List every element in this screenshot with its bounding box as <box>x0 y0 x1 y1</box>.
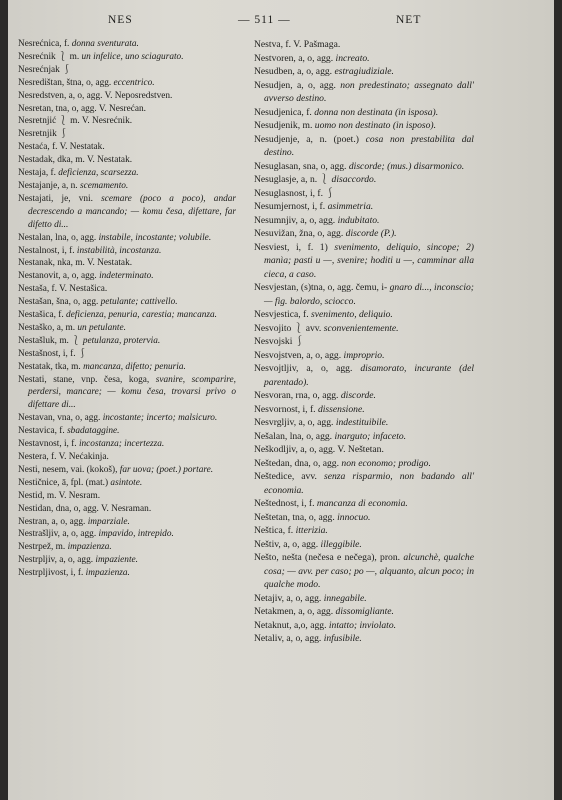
dictionary-entry <box>18 374 236 413</box>
entry-gloss: instabile, incostante; volubile. <box>98 232 212 243</box>
dictionary-entry <box>254 524 474 538</box>
entry-headword: Nesuglasan, sna, o, agg. <box>254 160 347 172</box>
dictionary-entry <box>18 167 236 180</box>
dictionary-entry <box>18 180 236 193</box>
left-column <box>18 38 236 580</box>
entry-headword: Nestalan, lna, o, agg. <box>18 232 97 243</box>
dictionary-entry <box>254 632 474 646</box>
dictionary-entry <box>254 538 474 552</box>
entry-gloss: dissomigliante. <box>335 606 394 617</box>
entry-gloss: petulante; cattivello. <box>100 297 178 308</box>
dictionary-entry <box>18 64 236 77</box>
entry-headword: Nesudben, a, o, agg. <box>254 66 333 77</box>
entry-gloss: estragiudiziale. <box>334 66 394 77</box>
entry-gloss: infusibile. <box>323 633 362 644</box>
entry-headword: Nesvrgljiv, a, o, agg. <box>254 417 334 428</box>
entry-headword: Nešto, nešta (nečesa e nečega), pron. <box>254 552 401 563</box>
entry-headword: Nestašica, f. <box>18 310 64 321</box>
entry-gloss: indubitato. <box>337 214 380 226</box>
entry-gloss: non predestinato; assegnato dall' avverso destino. <box>264 79 474 104</box>
dictionary-entry <box>254 241 474 282</box>
entry-gloss: intatto; inviolato. <box>328 619 397 631</box>
dictionary-entry <box>254 322 474 336</box>
entry-headword: Nestadak, dka, m. V. Nestatak. <box>18 155 133 166</box>
entry-gloss: illeggibile. <box>320 538 362 550</box>
dictionary-entry <box>254 349 474 363</box>
entry-headword: Nesretnjik ⎰ <box>18 129 69 140</box>
entry-headword: Nesvojski ⎰ <box>254 336 305 347</box>
dictionary-entry <box>254 470 474 497</box>
entry-headword: Nestavnost, i, f. <box>18 439 77 450</box>
dictionary-entry <box>18 412 236 425</box>
entry-headword: Neštedice, avv. <box>254 471 317 482</box>
entry-gloss: indestituibile. <box>335 417 389 428</box>
entry-headword: Nestašan, šna, o, agg. <box>18 297 99 308</box>
entry-headword: Nestičnice, ā, fpl. (mat.) <box>18 477 109 488</box>
entry-headword: Neštiv, a, o, agg. <box>254 538 319 550</box>
entry-headword: Nestaća, f. V. Nestatak. <box>18 142 105 153</box>
entry-gloss: far uova; (poet.) portare. <box>119 464 214 475</box>
entry-headword: Nestaja, f. <box>18 168 56 179</box>
dictionary-entry <box>18 257 236 270</box>
dictionary-entry <box>254 65 474 79</box>
dictionary-entry <box>18 103 236 116</box>
entry-headword: Nesvjestan, (s)tna, o, agg. čemu, i- <box>254 282 388 293</box>
entry-gloss: discorde (P.). <box>345 228 397 239</box>
dictionary-entry <box>254 173 474 187</box>
entry-headword: Nesredištan, štna, o, agg. <box>18 77 112 88</box>
entry-gloss: sbadataggine. <box>67 426 120 437</box>
entry-headword: Nesumjernost, i, f. <box>254 201 326 212</box>
entry-headword: Nestavan, vna, o, agg. <box>18 413 101 424</box>
entry-gloss: increato. <box>335 52 370 64</box>
entry-gloss: discorde; (mus.) disarmonico. <box>348 160 465 172</box>
entry-headword: Nesuvižan, žna, o, agg. <box>254 228 344 239</box>
entry-headword: Nestajati, je, vni. <box>18 193 93 204</box>
entry-gloss: disaccordo. <box>331 174 377 185</box>
dictionary-entry <box>18 361 236 374</box>
right-column <box>254 38 474 646</box>
entry-gloss: impaziente. <box>95 555 138 566</box>
entry-headword: Netakmen, a, o, agg. <box>254 606 334 617</box>
dictionary-entry <box>254 200 474 214</box>
dictionary-entry <box>18 154 236 167</box>
dictionary-entry <box>254 619 474 633</box>
entry-gloss: donna sventurata. <box>71 39 139 49</box>
entry-gloss: improprio. <box>343 349 385 361</box>
entry-gloss: instabilità, incostanza. <box>76 245 162 256</box>
dictionary-entry <box>18 309 236 322</box>
dictionary-entry <box>18 296 236 309</box>
entry-gloss: inarguto; infaceto. <box>334 430 407 442</box>
entry-headword: Nesti, nesem, vai. (kokoš), <box>18 464 118 475</box>
dictionary-entry <box>254 133 474 160</box>
entry-gloss: mancanza di economia. <box>316 498 408 509</box>
entry-gloss: innegabile. <box>323 592 367 604</box>
entry-headword: Nestavica, f. <box>18 426 65 437</box>
entry-headword: Nesudjenik, m. <box>254 120 313 131</box>
entry-headword: Nešalan, lna, o, agg. <box>254 430 333 442</box>
entry-gloss: donna non destinata (in isposa). <box>314 106 439 118</box>
entry-headword: Nesudjenica, f. <box>254 106 312 118</box>
dictionary-entry <box>254 551 474 592</box>
dictionary-entry <box>254 335 474 349</box>
dictionary-entry <box>18 51 236 64</box>
dictionary-entry <box>254 362 474 389</box>
dictionary-entry <box>18 232 236 245</box>
dictionary-entry <box>254 214 474 228</box>
entry-headword: Nesvojtljiv, a, o, agg. <box>254 363 353 374</box>
entry-headword: Nesretnjić ⎱ m. V. Nesrećnik. <box>18 116 133 127</box>
dictionary-entry <box>18 503 236 516</box>
entry-headword: Nestid, m. V. Nesram. <box>18 490 101 501</box>
entry-gloss: svanire, scomparire, perdersi, mancare; — komu česa, trovarsi privo o difettare di... <box>28 374 236 411</box>
dictionary-entry <box>18 528 236 541</box>
entry-gloss: un infelice, uno sciagurato. <box>81 51 184 62</box>
entry-gloss: asintote. <box>110 477 143 488</box>
entry-headword: Neštica, f. <box>254 525 294 536</box>
entry-gloss: un petulante. <box>77 322 126 333</box>
entry-headword: Nesuglasje, a, n. ⎱ <box>254 174 330 185</box>
dictionary-entry <box>254 187 474 201</box>
dictionary-entry <box>18 90 236 103</box>
entry-headword: Nesvornost, i, f. <box>254 403 316 415</box>
entry-gloss: non economo; prodigo. <box>341 457 431 469</box>
entry-gloss: itterizia. <box>295 525 328 536</box>
page-edge-right <box>554 0 562 800</box>
entry-headword: Nestrpljiv, a, o, agg. <box>18 555 94 566</box>
entry-gloss: indeterminato. <box>99 271 154 282</box>
dictionary-entry <box>254 592 474 606</box>
entry-headword: Nesvojito ⎱ avv. <box>254 322 322 334</box>
entry-gloss: gnaro di..., inconscio; — fig. balordo, sciocco. <box>264 282 475 307</box>
dictionary-entry <box>254 389 474 403</box>
entry-headword: Netajiv, a, o, agg. <box>254 592 322 604</box>
entry-gloss: impavido, intrepido. <box>98 529 174 540</box>
page-number: — 511 — <box>238 14 291 26</box>
entry-gloss: mancanza, difetto; penuria. <box>83 361 186 372</box>
entry-gloss: deficienza, penuria, carestia; mancanza. <box>66 310 217 321</box>
entry-gloss: dissensione. <box>317 403 365 415</box>
entry-gloss: eccentrico. <box>113 77 155 88</box>
entry-headword: Nestašnost, i, f. ⎰ <box>18 348 88 359</box>
entry-headword: Nestrpež, m. <box>18 542 66 553</box>
entry-headword: Neštedan, dna, o, agg. <box>254 457 339 469</box>
dictionary-entry <box>254 281 474 308</box>
entry-headword: Nesvoran, rna, o, agg. <box>254 390 339 401</box>
entry-gloss: sconvenientemente. <box>323 322 399 334</box>
entry-gloss: imparziale. <box>87 516 130 527</box>
dictionary-entry <box>18 77 236 90</box>
dictionary-entry <box>18 245 236 258</box>
dictionary-entry <box>18 270 236 283</box>
entry-gloss: deficienza, scarsezza. <box>58 168 139 179</box>
entry-headword: Nestanak, nka, m. V. Nestatak. <box>18 258 133 269</box>
dictionary-entry <box>18 490 236 503</box>
dictionary-entry <box>254 511 474 525</box>
dictionary-entry <box>18 425 236 438</box>
dictionary-entry <box>18 451 236 464</box>
entry-headword: Nesviest, i, f. 1) <box>254 241 328 253</box>
entry-headword: Nestalnost, i, f. <box>18 245 75 256</box>
dictionary-entry <box>18 567 236 580</box>
dictionary-entry <box>18 128 236 141</box>
dictionary-entry <box>254 119 474 133</box>
entry-gloss: impazienza. <box>67 542 112 553</box>
dictionary-entry <box>18 38 236 51</box>
entry-headword: Nestrpljivost, i, f. <box>18 568 84 579</box>
entry-gloss: incostante; incerto; malsicuro. <box>102 413 218 424</box>
dictionary-entry <box>254 443 474 457</box>
dictionary-entry <box>254 497 474 511</box>
entry-headword: Nestašluk, m. ⎱ <box>18 335 81 346</box>
dictionary-entry <box>254 605 474 619</box>
dictionary-entry <box>254 308 474 322</box>
entry-headword: Nestanovit, a, o, agg. <box>18 271 97 282</box>
dictionary-entry <box>18 283 236 296</box>
entry-gloss: senza risparmio, non badando all' economia. <box>264 471 474 496</box>
entry-gloss: svenimento, deliquio. <box>311 309 393 320</box>
entry-headword: Nesrećnica, f. <box>18 39 70 49</box>
entry-headword: Nestran, a, o, agg. <box>18 516 86 527</box>
entry-headword: Nesuglasnost, i, f. ⎰ <box>254 187 336 199</box>
entry-gloss: impazienza. <box>85 568 130 579</box>
entry-headword: Nesredstven, a, o, agg. V. Neposredstven. <box>18 90 173 101</box>
entry-headword: Nestati, stane, vnp. česa, koga, <box>18 374 150 385</box>
dictionary-entry <box>254 160 474 174</box>
entry-headword: Nesvjestica, f. <box>254 309 309 320</box>
entry-headword: Neštednost, i, f. <box>254 498 315 509</box>
entry-gloss: alcunchè, qualche cosa; — avv. per caso; po —, alquanto, alcun poco; in qualche modo. <box>264 552 474 590</box>
entry-headword: Nesudjenje, a, n. (poet.) <box>254 133 359 145</box>
dictionary-entry <box>254 79 474 106</box>
entry-gloss: scemamento. <box>79 180 129 191</box>
entry-gloss: incostanza; incertezza. <box>78 439 165 450</box>
dictionary-entry <box>254 416 474 430</box>
entry-headword: Nestaško, a, m. <box>18 322 76 333</box>
entry-headword: Nestidan, dna, o, agg. V. Nesraman. <box>18 503 152 514</box>
entry-headword: Netaknut, a,o, agg. <box>254 619 327 631</box>
entry-headword: Neškodljiv, a, o, agg. V. Neštetan. <box>254 444 384 455</box>
dictionary-entry <box>18 115 236 128</box>
entry-headword: Nestvoren, a, o, agg. <box>254 52 334 64</box>
entry-headword: Nestaša, f. V. Nestašica. <box>18 284 108 295</box>
entry-headword: Nesumnjiv, a, o, agg. <box>254 214 336 226</box>
dictionary-entry <box>18 335 236 348</box>
entry-gloss: disamorato, incurante (del parentado). <box>264 363 474 388</box>
dictionary-entry <box>254 227 474 241</box>
dictionary-entry <box>18 516 236 529</box>
dictionary-entry <box>18 193 236 232</box>
dictionary-entry <box>254 38 474 52</box>
entry-gloss: scemare (poco a poco), andar decrescendo a mancando; — komu česa, difettare, far difetto di... <box>28 193 237 230</box>
dictionary-entry <box>254 106 474 120</box>
dictionary-entry <box>18 464 236 477</box>
dictionary-entry <box>18 477 236 490</box>
dictionary-entry <box>254 457 474 471</box>
dictionary-entry <box>254 430 474 444</box>
entry-gloss: asimmetria. <box>327 201 374 212</box>
entry-headword: Nestajanje, a, n. <box>18 180 78 191</box>
dictionary-entry <box>254 403 474 417</box>
entry-headword: Nesvojstven, a, o, agg. <box>254 349 342 361</box>
entry-gloss: innocuo. <box>337 511 371 523</box>
dictionary-entry <box>18 541 236 554</box>
page-edge-left <box>0 0 8 800</box>
entry-headword: Nestrašljiv, a, o, agg. <box>18 529 97 540</box>
entry-gloss: uomo non destinato (in isposo). <box>314 120 437 131</box>
entry-headword: Netaliv, a, o, agg. <box>254 633 322 644</box>
entry-headword: Nesudjen, a, o, agg. <box>254 79 336 91</box>
dictionary-entry <box>18 141 236 154</box>
entry-headword: Nestera, f. V. Nećakinja. <box>18 452 109 462</box>
dictionary-entry <box>18 348 236 361</box>
entry-gloss: cosa non prestabilita dal destino. <box>264 133 474 158</box>
dictionary-entry <box>18 554 236 567</box>
entry-headword: Nesretan, tna, o, agg. V. Nesrećan. <box>18 103 146 114</box>
entry-headword: Nesrećnjak ⎰ <box>18 64 72 75</box>
dictionary-entry <box>18 322 236 335</box>
entry-headword: Neštetan, tna, o, agg. <box>254 511 335 523</box>
dictionary-entry <box>18 438 236 451</box>
dictionary-entry <box>254 52 474 66</box>
entry-headword: Nestva, f. V. Pašmaga. <box>254 39 341 50</box>
entry-headword: Nesrećnik ⎱ m. <box>18 51 80 62</box>
entry-gloss: discorde. <box>340 390 376 401</box>
entry-gloss: svenimento, deliquio, sincope; 2) manìa; pasti u —, svenire; hoditi u —, camminar alla cieca, a caso. <box>264 241 474 280</box>
entry-headword: Nestatak, tka, m. <box>18 361 81 372</box>
entry-gloss: petulanza, protervia. <box>82 335 161 346</box>
running-head-right: NET <box>396 14 422 26</box>
running-head-left: NES <box>108 14 133 26</box>
